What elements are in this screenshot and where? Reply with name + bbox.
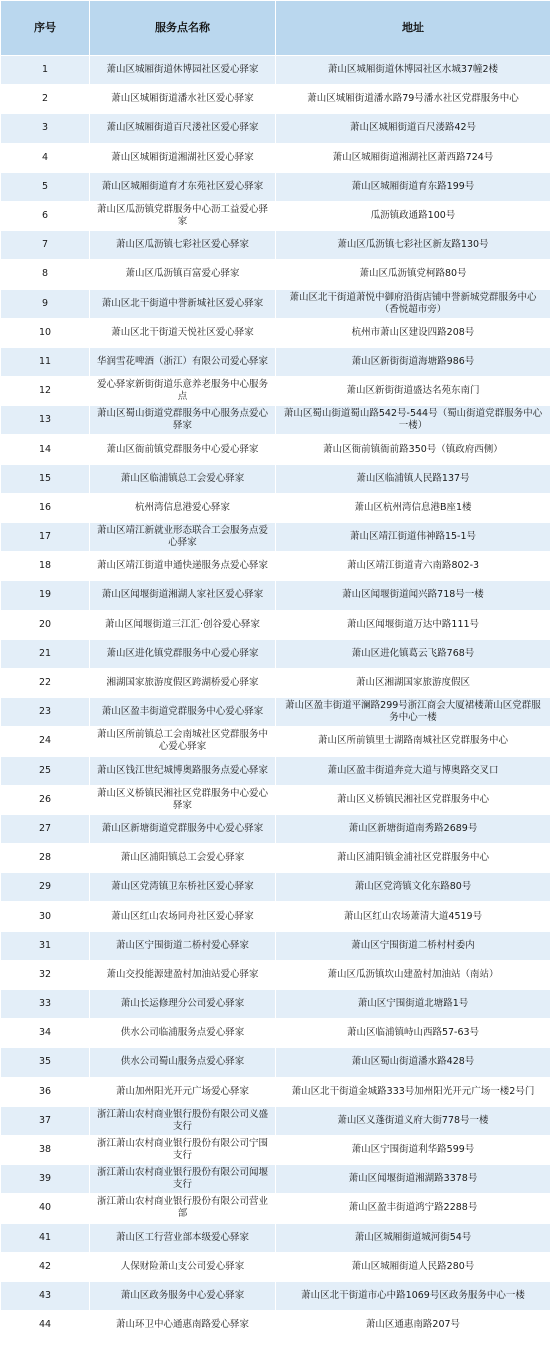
service-point-name-cell: 萧山区所前镇总工会南城社区党群服务中心爱心驿家: [90, 727, 276, 756]
row-index-cell: 17: [1, 523, 90, 552]
service-point-name-cell: 人保财险萧山支公司爱心驿家: [90, 1252, 276, 1281]
address-cell: 瓜沥镇政通路100号: [276, 201, 550, 230]
service-point-name-cell: 萧山区党湾镇卫东桥社区爱心驿家: [90, 873, 276, 902]
row-index-cell: 30: [1, 902, 90, 931]
header-name: 服务点名称: [90, 1, 276, 56]
address-cell: 萧山区闻堰街道万达中路111号: [276, 610, 550, 639]
row-index-cell: 23: [1, 698, 90, 727]
table-row: [1, 523, 550, 552]
table-row: [1, 902, 550, 931]
row-index-cell: 35: [1, 1048, 90, 1077]
table-row: [1, 172, 550, 201]
row-index-cell: 6: [1, 201, 90, 230]
address-cell: 萧山区城厢街道百尺溇路42号: [276, 114, 550, 143]
address-cell: 萧山区衙前镇衙前路350号（镇政府西侧）: [276, 435, 550, 464]
header-row: [1, 1, 550, 56]
row-index-cell: 24: [1, 727, 90, 756]
row-index-cell: 10: [1, 318, 90, 347]
table-row: [1, 785, 550, 814]
table-row: [1, 493, 550, 522]
address-cell: 萧山区义桥镇民湘社区党群服务中心: [276, 785, 550, 814]
table-row: [1, 406, 550, 435]
row-index-cell: 20: [1, 610, 90, 639]
table-row: [1, 114, 550, 143]
service-point-name-cell: 萧山区闻堰街道三江汇·创谷爱心驿家: [90, 610, 276, 639]
service-point-name-cell: 萧山区瓜沥镇七彩社区爱心驿家: [90, 231, 276, 260]
row-index-cell: 43: [1, 1281, 90, 1310]
address-cell: 萧山区瓜沥镇坎山建盈村加油站（南站）: [276, 960, 550, 989]
row-index-cell: 44: [1, 1311, 90, 1340]
table-row: [1, 1048, 550, 1077]
service-point-name-cell: 萧山区瓜沥镇党群服务中心沥工益爱心驿家: [90, 201, 276, 230]
address-cell: 萧山区通惠南路207号: [276, 1311, 550, 1340]
table-row: [1, 814, 550, 843]
service-point-name-cell: 萧山区义桥镇民湘社区党群服务中心爱心驿家: [90, 785, 276, 814]
row-index-cell: 21: [1, 639, 90, 668]
address-cell: 萧山区靖江街道伟神路15-1号: [276, 523, 550, 552]
table-row: [1, 873, 550, 902]
table-row: [1, 639, 550, 668]
table-row: [1, 85, 550, 114]
service-point-name-cell: 萧山区政务服务中心爱心驿家: [90, 1281, 276, 1310]
service-point-name-cell: 萧山区北干街道天悦社区爱心驿家: [90, 318, 276, 347]
service-point-name-cell: 湘湖国家旅游度假区跨湖桥爱心驿家: [90, 668, 276, 697]
address-cell: 萧山区闻堰街道闻兴路718号一楼: [276, 581, 550, 610]
table-row: [1, 844, 550, 873]
service-point-name-cell: 萧山区闻堰街道湘湖人家社区爱心驿家: [90, 581, 276, 610]
service-point-name-cell: 萧山区北干街道中誉新城社区爱心驿家: [90, 289, 276, 318]
row-index-cell: 41: [1, 1223, 90, 1252]
address-cell: 杭州市萧山区建设四路208号: [276, 318, 550, 347]
row-index-cell: 18: [1, 552, 90, 581]
table-header: [1, 1, 550, 56]
row-index-cell: 27: [1, 814, 90, 843]
table-row: [1, 1194, 550, 1223]
service-point-name-cell: 萧山区宁围街道二桥村爱心驿家: [90, 931, 276, 960]
row-index-cell: 39: [1, 1165, 90, 1194]
address-cell: 萧山区新街街道盛达名苑东南门: [276, 377, 550, 406]
service-point-name-cell: 萧山区瓜沥镇百富爱心驿家: [90, 260, 276, 289]
table-row: [1, 756, 550, 785]
row-index-cell: 42: [1, 1252, 90, 1281]
service-point-name-cell: 萧山区工行营业部本级爱心驿家: [90, 1223, 276, 1252]
service-point-name-cell: 浙江萧山农村商业银行股份有限公司闻堰支行: [90, 1165, 276, 1194]
service-point-name-cell: 萧山区新塘街道党群服务中心爱心驿家: [90, 814, 276, 843]
address-cell: 萧山区蜀山街道蜀山路542号-544号（蜀山街道党群服务中心一楼）: [276, 406, 550, 435]
row-index-cell: 26: [1, 785, 90, 814]
table-row: [1, 231, 550, 260]
service-point-name-cell: 萧山区城厢街道休博园社区爱心驿家: [90, 56, 276, 85]
row-index-cell: 29: [1, 873, 90, 902]
table-row: [1, 552, 550, 581]
table-row: [1, 1281, 550, 1310]
service-point-name-cell: 萧山区靖江新就业形态联合工会服务点爱心驿家: [90, 523, 276, 552]
table-row: [1, 260, 550, 289]
service-point-name-cell: 华润雪花啤酒（浙江）有限公司爱心驿家: [90, 347, 276, 376]
row-index-cell: 15: [1, 464, 90, 493]
address-cell: 萧山区城厢街道潘水路79号潘水社区党群服务中心: [276, 85, 550, 114]
table-row: [1, 1252, 550, 1281]
address-cell: 萧山区北干街道金城路333号加州阳光开元广场一楼2号门: [276, 1077, 550, 1106]
table-row: [1, 931, 550, 960]
table-row: [1, 727, 550, 756]
address-cell: 萧山区宁围街道利华路599号: [276, 1135, 550, 1164]
row-index-cell: 31: [1, 931, 90, 960]
row-index-cell: 33: [1, 990, 90, 1019]
table-row: [1, 289, 550, 318]
address-cell: 萧山区临浦镇人民路137号: [276, 464, 550, 493]
address-cell: 萧山区盈丰街道平澜路299号浙江商会大厦裙楼萧山区党群服务中心一楼: [276, 698, 550, 727]
row-index-cell: 9: [1, 289, 90, 318]
row-index-cell: 19: [1, 581, 90, 610]
table-row: [1, 201, 550, 230]
table-row: [1, 1019, 550, 1048]
address-cell: 萧山区浦阳镇金浦社区党群服务中心: [276, 844, 550, 873]
row-index-cell: 37: [1, 1106, 90, 1135]
row-index-cell: 36: [1, 1077, 90, 1106]
table-row: [1, 143, 550, 172]
address-cell: 萧山区城厢街道湘湖社区萧西路724号: [276, 143, 550, 172]
service-point-name-cell: 萧山长运修理分公司爱心驿家: [90, 990, 276, 1019]
row-index-cell: 1: [1, 56, 90, 85]
address-cell: 萧山区城厢街道休博园社区水城37幢2楼: [276, 56, 550, 85]
address-cell: 萧山区北干街道萧悦中御府沿街店铺中誉新城党群服务中心（香悦超市旁）: [276, 289, 550, 318]
row-index-cell: 22: [1, 668, 90, 697]
address-cell: 萧山区义蓬街道义府大街778号一楼: [276, 1106, 550, 1135]
address-cell: 萧山区闻堰街道湘湖路3378号: [276, 1165, 550, 1194]
address-cell: 萧山区瓜沥镇七彩社区新友路130号: [276, 231, 550, 260]
service-point-name-cell: 浙江萧山农村商业银行股份有限公司义盛支行: [90, 1106, 276, 1135]
table-body: [1, 56, 550, 1340]
service-point-name-cell: 浙江萧山农村商业银行股份有限公司营业部: [90, 1194, 276, 1223]
table-row: [1, 1077, 550, 1106]
address-cell: 萧山区新塘街道南秀路2689号: [276, 814, 550, 843]
row-index-cell: 3: [1, 114, 90, 143]
address-cell: 萧山区湘湖国家旅游度假区: [276, 668, 550, 697]
row-index-cell: 7: [1, 231, 90, 260]
address-cell: 萧山区盈丰街道鸿宁路2288号: [276, 1194, 550, 1223]
service-point-name-cell: 供水公司蜀山服务点爱心驿家: [90, 1048, 276, 1077]
table-row: [1, 1165, 550, 1194]
service-point-name-cell: 供水公司临浦服务点爱心驿家: [90, 1019, 276, 1048]
service-point-name-cell: 萧山区城厢街道育才东苑社区爱心驿家: [90, 172, 276, 201]
address-cell: 萧山区所前镇里士湖路南城社区党群服务中心: [276, 727, 550, 756]
service-point-name-cell: 萧山区临浦镇总工会爱心驿家: [90, 464, 276, 493]
service-point-name-cell: 萧山区钱江世纪城博奥路服务点爱心驿家: [90, 756, 276, 785]
table-row: [1, 610, 550, 639]
service-point-name-cell: 萧山区城厢街道百尺溇社区爱心驿家: [90, 114, 276, 143]
row-index-cell: 11: [1, 347, 90, 376]
row-index-cell: 38: [1, 1135, 90, 1164]
table-row: [1, 1106, 550, 1135]
service-point-name-cell: 萧山环卫中心通惠南路爱心驿家: [90, 1311, 276, 1340]
service-point-name-cell: 萧山区靖江街道申通快递服务点爱心驿家: [90, 552, 276, 581]
address-cell: 萧山区瓜沥镇党柯路80号: [276, 260, 550, 289]
header-index: 序号: [1, 1, 90, 56]
table-row: [1, 1135, 550, 1164]
address-cell: 萧山区宁围街道二桥村村委内: [276, 931, 550, 960]
row-index-cell: 2: [1, 85, 90, 114]
row-index-cell: 12: [1, 377, 90, 406]
table-row: [1, 464, 550, 493]
row-index-cell: 28: [1, 844, 90, 873]
row-index-cell: 25: [1, 756, 90, 785]
service-point-name-cell: 萧山交投能源建盈村加油站爱心驿家: [90, 960, 276, 989]
address-cell: 萧山区党湾镇文化东路80号: [276, 873, 550, 902]
address-cell: 萧山区城厢街道城河街54号: [276, 1223, 550, 1252]
table-row: [1, 960, 550, 989]
address-cell: 萧山区蜀山街道潘水路428号: [276, 1048, 550, 1077]
table-row: [1, 668, 550, 697]
row-index-cell: 32: [1, 960, 90, 989]
service-point-name-cell: 萧山区蜀山街道党群服务中心服务点爱心驿家: [90, 406, 276, 435]
service-point-name-cell: 爱心驿家新街街道乐意养老服务中心服务点: [90, 377, 276, 406]
table-row: [1, 581, 550, 610]
table-row: [1, 1223, 550, 1252]
row-index-cell: 40: [1, 1194, 90, 1223]
service-point-name-cell: 杭州湾信息港爱心驿家: [90, 493, 276, 522]
table-row: [1, 435, 550, 464]
table-row: [1, 377, 550, 406]
row-index-cell: 4: [1, 143, 90, 172]
address-cell: 萧山区杭州湾信息港B座1楼: [276, 493, 550, 522]
row-index-cell: 13: [1, 406, 90, 435]
row-index-cell: 5: [1, 172, 90, 201]
service-point-name-cell: 萧山加州阳光开元广场爱心驿家: [90, 1077, 276, 1106]
service-point-name-cell: 萧山区盈丰街道党群服务中心爱心驿家: [90, 698, 276, 727]
address-cell: 萧山区北干街道市心中路1069号区政务服务中心一楼: [276, 1281, 550, 1310]
address-cell: 萧山区盈丰街道奔竞大道与博奥路交叉口: [276, 756, 550, 785]
address-cell: 萧山区城厢街道人民路280号: [276, 1252, 550, 1281]
address-cell: 萧山区红山农场萧清大道4519号: [276, 902, 550, 931]
service-point-name-cell: 萧山区红山农场同舟社区爱心驿家: [90, 902, 276, 931]
service-point-name-cell: 萧山区城厢街道湘湖社区爱心驿家: [90, 143, 276, 172]
header-address: 地址: [276, 1, 550, 56]
row-index-cell: 16: [1, 493, 90, 522]
address-cell: 萧山区新街街道海塘路986号: [276, 347, 550, 376]
table-row: [1, 347, 550, 376]
row-index-cell: 14: [1, 435, 90, 464]
address-cell: 萧山区进化镇葛云飞路768号: [276, 639, 550, 668]
row-index-cell: 8: [1, 260, 90, 289]
service-point-name-cell: 萧山区城厢街道潘水社区爱心驿家: [90, 85, 276, 114]
service-point-name-cell: 萧山区浦阳镇总工会爱心驿家: [90, 844, 276, 873]
service-point-name-cell: 萧山区进化镇党群服务中心爱心驿家: [90, 639, 276, 668]
address-cell: 萧山区宁围街道北塘路1号: [276, 990, 550, 1019]
address-cell: 萧山区靖江街道青六南路802-3: [276, 552, 550, 581]
table-row: [1, 318, 550, 347]
table-row: [1, 698, 550, 727]
table-row: [1, 56, 550, 85]
table-row: [1, 1311, 550, 1340]
service-point-name-cell: 浙江萧山农村商业银行股份有限公司宁围支行: [90, 1135, 276, 1164]
address-cell: 萧山区城厢街道育东路199号: [276, 172, 550, 201]
row-index-cell: 34: [1, 1019, 90, 1048]
service-point-name-cell: 萧山区衙前镇党群服务中心爱心驿家: [90, 435, 276, 464]
address-cell: 萧山区临浦镇峙山西路57-63号: [276, 1019, 550, 1048]
table-row: [1, 990, 550, 1019]
